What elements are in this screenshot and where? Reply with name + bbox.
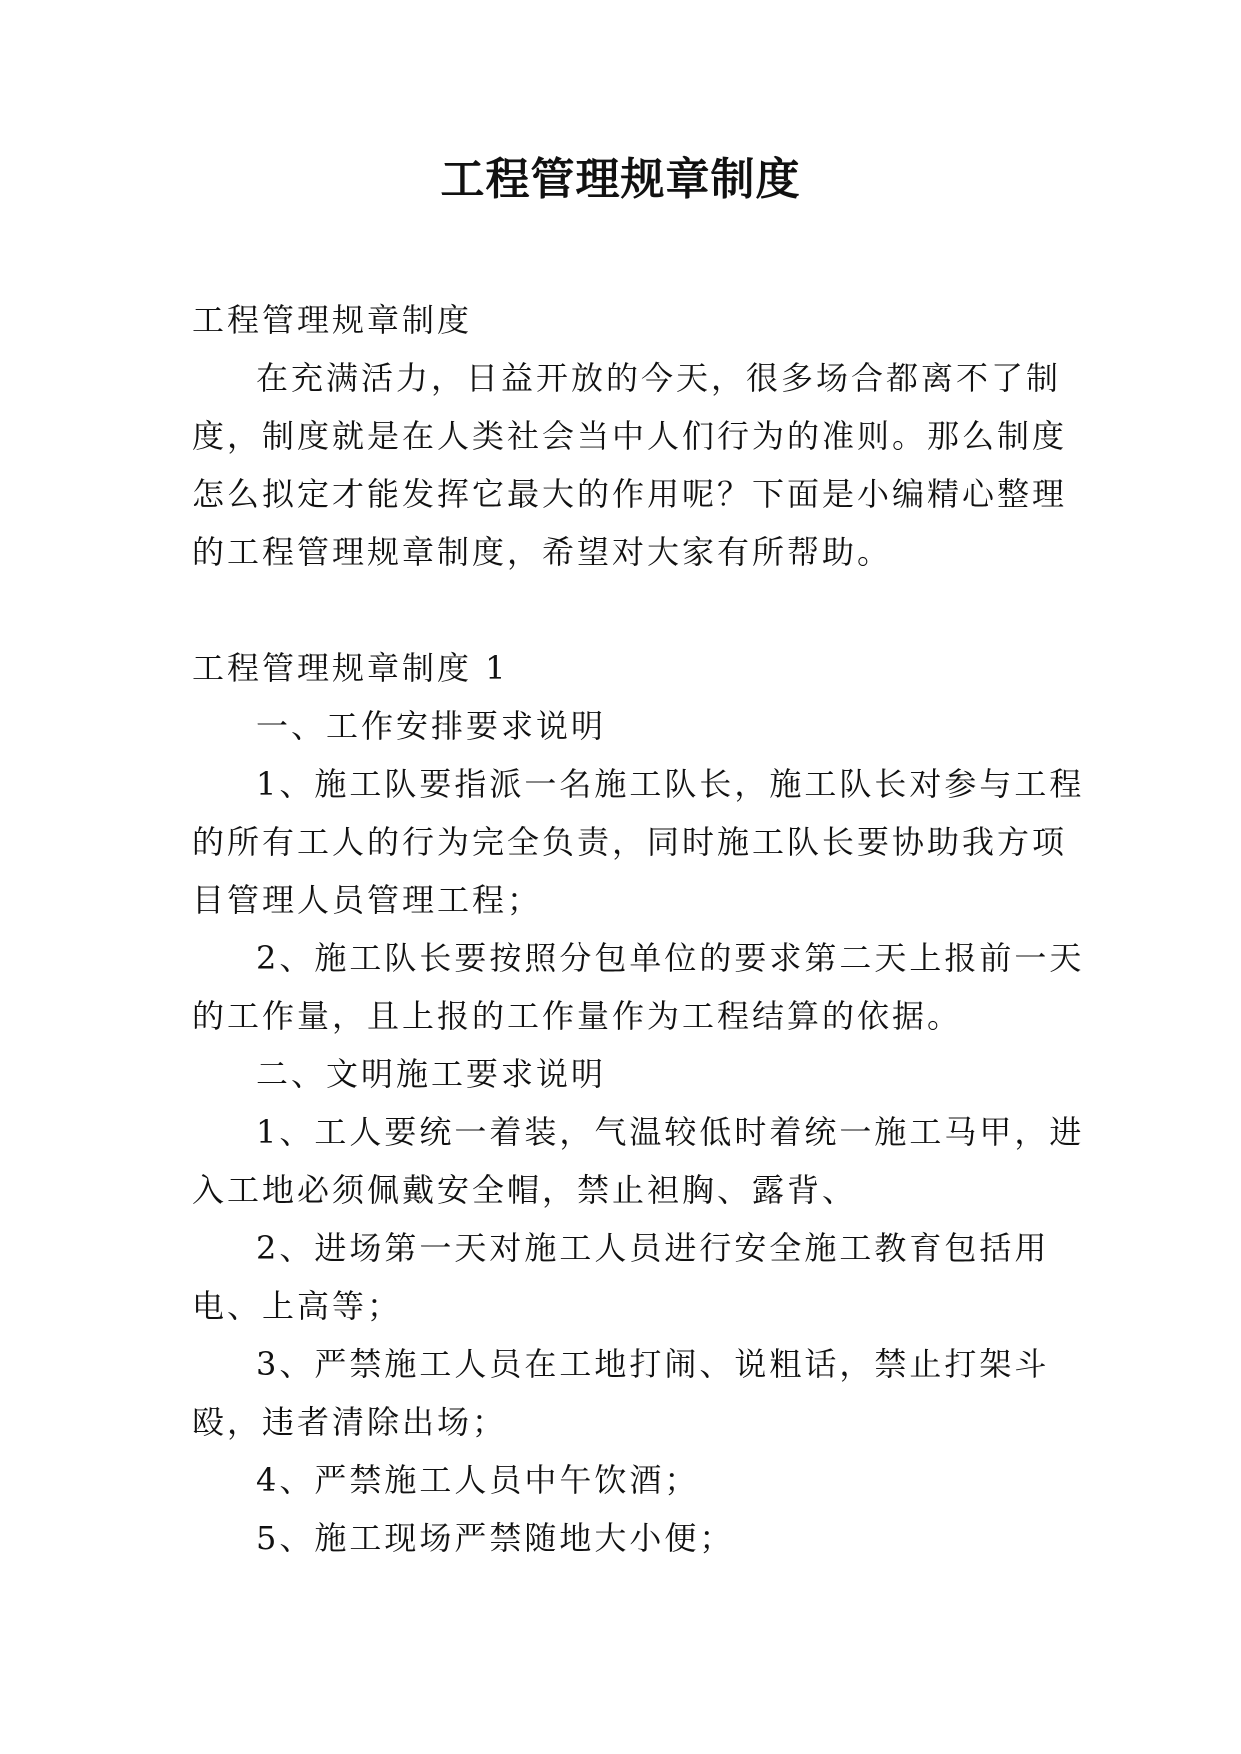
document-subtitle: 工程管理规章制度 (192, 301, 473, 339)
list-item: 2、进场第一天对施工人员进行安全施工教育包括用电、上高等； (192, 1229, 1050, 1325)
intro-paragraph: 在充满活力，日益开放的今天，很多场合都离不了制度，制度就是在人类社会当中人们行为的准则。那么制度怎么拟定才能发挥它最大的作用呢？下面是小编精心整理的工程管理规章制度，希望对大家有所帮助。 (192, 359, 1068, 571)
document-title: 工程管理规章制度 (440, 154, 801, 205)
section-heading: 工程管理规章制度 1 (192, 649, 509, 687)
part-heading: 二、文明施工要求说明 (256, 1055, 607, 1093)
part-heading: 一、工作安排要求说明 (256, 707, 607, 745)
document-body (192, 291, 1092, 1567)
list-item: 3、严禁施工人员在工地打闹、说粗话，禁止打架斗殴，违者清除出场； (192, 1345, 1050, 1441)
list-item: 5、施工现场严禁随地大小便； (256, 1519, 735, 1557)
list-item: 1、工人要统一着装，气温较低时着统一施工马甲，进入工地必须佩戴安全帽，禁止袒胸、露背、 (192, 1113, 1085, 1209)
paragraph-spacer (192, 581, 1092, 639)
list-item: 2、施工队长要按照分包单位的要求第二天上报前一天的工作量，且上报的工作量作为工程结算的依据。 (192, 939, 1085, 1035)
list-item: 4、严禁施工人员中午饮酒； (256, 1461, 700, 1499)
list-item: 1、施工队要指派一名施工队长，施工队长对参与工程的所有工人的行为完全负责，同时施工队长要协助我方项目管理人员管理工程； (192, 765, 1085, 919)
